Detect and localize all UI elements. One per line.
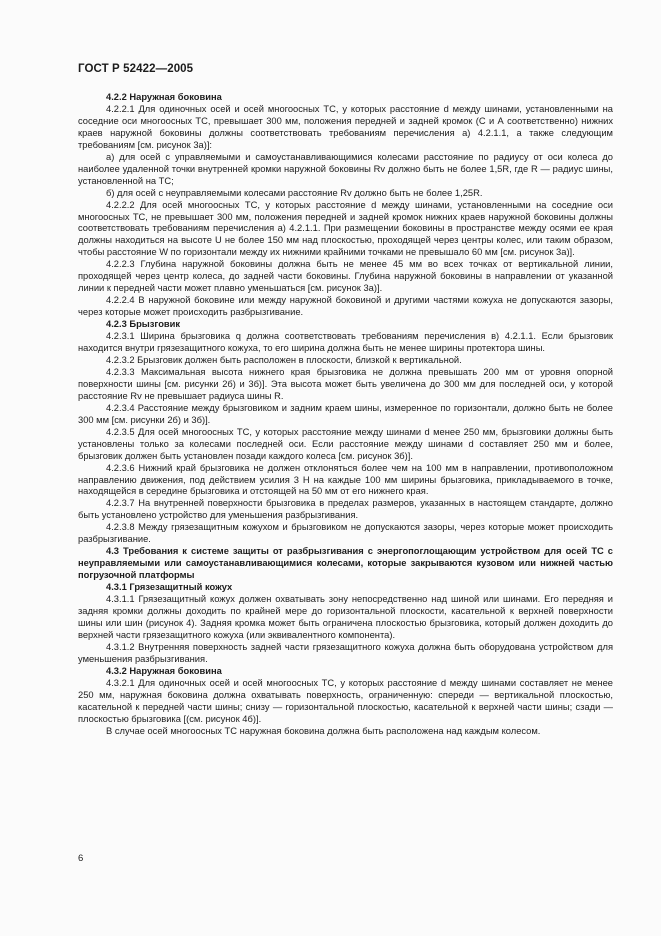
body-paragraph: 4.2.3.8 Между грязезащитным кожухом и брызговиком не допускаются зазоры, через которые может происходить разбрызгивание. xyxy=(78,522,613,545)
body-paragraph: 4.2.3.7 На внутренней поверхности брызговика в пределах размеров, указанных в настоящем стандарте, должно быть установлено устройство для уменьшения разбрызгивания. xyxy=(78,498,613,521)
document-header: ГОСТ Р 52422—2005 xyxy=(78,63,194,75)
section-heading: 4.3.1 Грязезащитный кожух xyxy=(106,582,233,593)
document-body xyxy=(78,92,613,737)
section-heading: 4.3 Требования к системе защиты от разбрызгивания с энергопоглощающим устройством для осей ТС с неуправляемыми или самоустанавливающимися колесами, которые закрываются кузовом или нижней частью погрузочной платформы xyxy=(78,546,613,581)
body-paragraph: 4.2.2.4 В наружной боковине или между наружной боковиной и другими частями кожуха не допускаются зазоры, через которые может происходить разбрызгивание. xyxy=(78,295,613,318)
body-paragraph: 4.2.3.5 Для осей многоосных ТС, у которых расстояние между шинами d менее 250 мм, брызговики должны быть установлены только за колесами последней оси. Если расстояние между шинами d составляет 250 мм и более, брызговик должен быть установлен позади каждого колеса [см. рисунок 3б)]. xyxy=(78,426,613,461)
body-paragraph: В случае осей многоосных ТС наружная боковина должна быть расположена над каждым колесом. xyxy=(106,725,541,736)
body-paragraph: 4.2.3.3 Максимальная высота нижнего края брызговика не должна превышать 200 мм от уровня опорной поверхности шины [см. рисунки 2б) и 3б)]. Эта высота может быть увеличена до 300 мм для последней оси, у которой расстояние Rv не превышает радиуса шины R. xyxy=(78,366,613,401)
body-paragraph: 4.2.3.2 Брызговик должен быть расположен в плоскости, близкой к вертикальной. xyxy=(106,354,462,365)
section-heading: 4.2.2 Наружная боковина xyxy=(106,92,222,102)
body-paragraph: 4.2.2.2 Для осей многоосных ТС, у которых расстояние d между шинами, установленными на соседние оси многоосных ТС, не превышает 300 мм, положения передней и задней кромок нижних краев наружной боковины должны соответствовать требованиям перечисления а) 4.2.1.1. При размещении боковины в пространстве между осями ее края должны находиться на высоте U не более 150 мм над плоскостью, проходящей через центры колес, или таким образом, чтобы расстояние W по горизонтали между их нижними крайними точками не превышало 60 мм [см. рисунок 3а)]. xyxy=(78,199,613,258)
body-paragraph: б) для осей с неуправляемыми колесами расстояние Rv должно быть не более 1,25R. xyxy=(106,187,483,198)
section-heading: 4.2.3 Брызговик xyxy=(106,319,181,330)
body-paragraph: 4.2.3.1 Ширина брызговика q должна соответствовать требованиям перечисления в) 4.2.1.1. Если брызговик находится внутри грязезащитного кожуха, то его ширина должна быть не менее ширины протектора шины. xyxy=(78,331,613,354)
body-paragraph: 4.2.3.6 Нижний край брызговика не должен отклоняться более чем на 100 мм в направлении, противоположном направлению движения, под действием усилия 3 Н на каждые 100 мм ширины брызговика, прикладываемого в точке, находящейся в середине брызговика и отстоящей на 50 мм от его нижнего края. xyxy=(78,462,613,497)
body-paragraph: 4.3.1.1 Грязезащитный кожух должен охватывать зону непосредственно над шиной или шинами. Его передняя и задняя кромки должны доходить по крайней мере до горизонтальной плоскости, касательной к верхней поверхности шины или шин (рисунок 4). Задняя кромка может быть ограничена плоскостью брызговика, который должен доходить до верхней части грязезащитного кожуха (или эквивалентного компонента). xyxy=(78,594,613,640)
body-paragraph: 4.3.2.1 Для одиночных осей и осей многоосных ТС, у которых расстояние d между шинами составляет не менее 250 мм, наружная боковина должна охватывать поверхность, ограниченную: спереди — вертикальной плоскостью, касательной к передней части шины; снизу — горизонтальной плоскостью, касательной к верхней части шины; сзади — плоскостью брызговика [(см. рисунок 4б)]. xyxy=(78,677,613,724)
body-paragraph: 4.2.3.4 Расстояние между брызговиком и задним краем шины, измеренное по горизонтали, должно быть не более 300 мм [см. рисунки 2б) и 3б)]. xyxy=(78,402,613,425)
section-heading: 4.3.2 Наружная боковина xyxy=(106,665,222,676)
body-paragraph: а) для осей с управляемыми и самоустанавливающимися колесами расстояние по радиусу от оси колеса до наиболее удаленной точки внутренней кромки наружной боковины Rv должно быть не более 1,5R, где R — радиус шины, установленной на ТС; xyxy=(78,151,613,186)
body-paragraph: 4.3.1.2 Внутренняя поверхность задней части грязезащитного кожуха должна быть оборудована устройством для уменьшения разбрызгивания. xyxy=(78,641,613,664)
body-paragraph: 4.2.2.1 Для одиночных осей и осей многоосных ТС, у которых расстояние d между шинами, установленными на соседние оси многоосных ТС, превышает 300 мм, положения передней и задней кромок (С и А соответственно) нижних краев наружной боковины должны соответствовать требованиям перечисления а) 4.2.1.1, а также следующим требованиям [см. рисунок 3а)]: xyxy=(78,103,613,150)
page-number: 6 xyxy=(78,853,84,864)
body-paragraph: 4.2.2.3 Глубина наружной боковины должна быть не менее 45 мм во всех точках от вертикальной линии, проходящей через центр колеса, до задней части боковины. Глубина наружной боковины в направлении от указанной линии к передней части может плавно уменьшаться [см. рисунок 3а)]. xyxy=(78,259,613,294)
